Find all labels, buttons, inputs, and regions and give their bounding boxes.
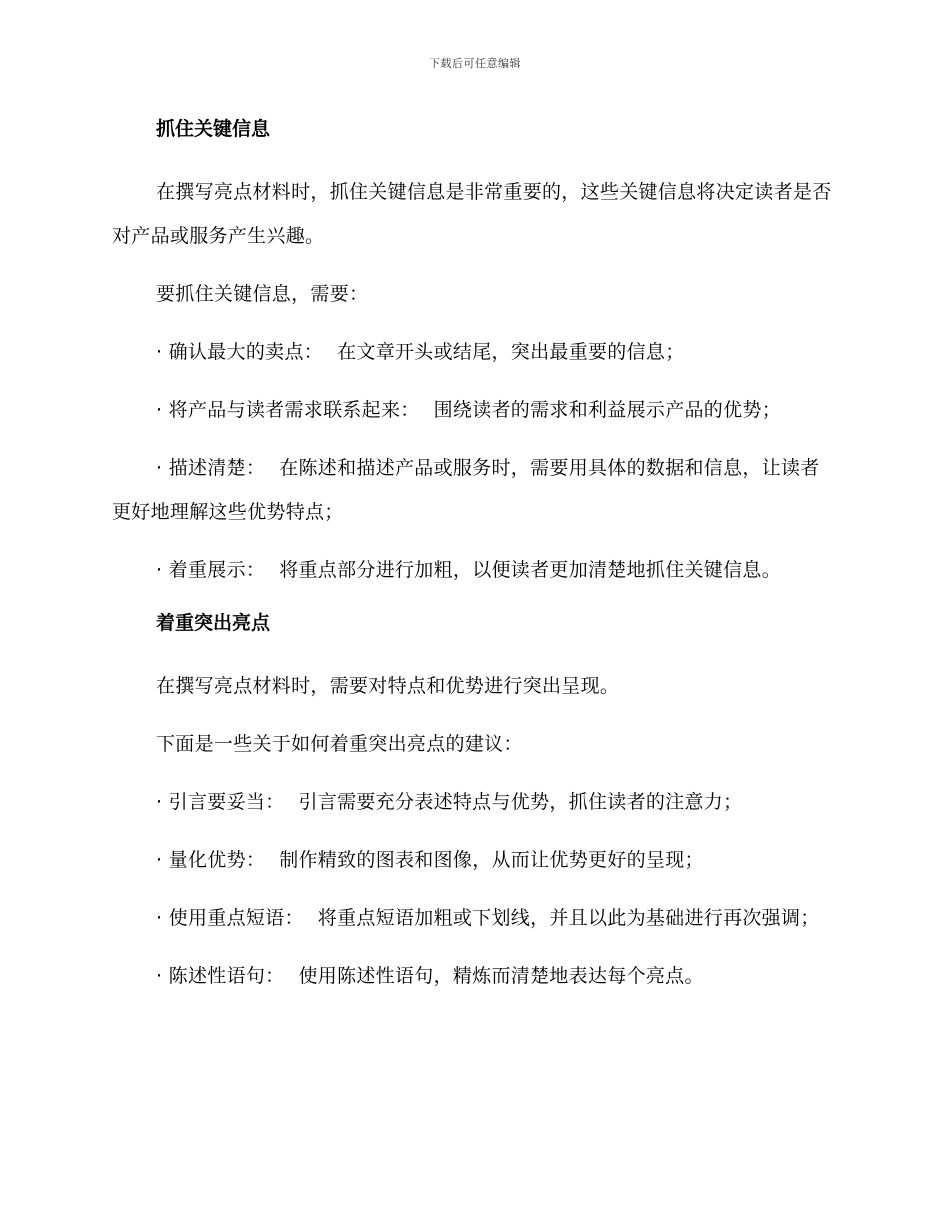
bullet-term: · 将产品与读者需求联系起来：	[156, 399, 420, 421]
list-item	[112, 780, 832, 824]
section1-lead: 要抓住关键信息，需要：	[156, 283, 369, 305]
section-title-key-info: 抓住关键信息	[156, 118, 271, 140]
bullet-term: · 着重展示：	[156, 559, 266, 581]
bullet-term: · 陈述性语句：	[156, 965, 285, 987]
bullet-desc: 在文章开头或结尾，突出最重要的信息；	[337, 341, 685, 363]
section-title-highlights: 着重突出亮点	[156, 612, 271, 634]
list-item	[112, 838, 832, 882]
bullet-term: · 确认最大的卖点：	[156, 341, 324, 363]
list-item	[112, 954, 832, 998]
bullet-desc: 在陈述和描述产品或服务时，需要用具体的数据和信息，让读者更好地理解这些优势特点；	[112, 457, 820, 523]
bullet-desc: 制作精致的图表和图像，从而让优势更好的呈现；	[279, 849, 704, 871]
bullet-desc: 引言需要充分表述特点与优势，抓住读者的注意力；	[298, 791, 743, 813]
bullet-term: · 使用重点短语：	[156, 907, 304, 929]
list-item	[112, 388, 832, 432]
list-item	[112, 446, 832, 534]
list-item	[112, 330, 832, 374]
section1-intro: 在撰写亮点材料时，抓住关键信息是非常重要的，这些关键信息将决定读者是否对产品或服务产生兴趣。	[112, 181, 832, 247]
list-item	[112, 548, 832, 592]
section2-intro: 在撰写亮点材料时，需要对特点和优势进行突出呈现。	[156, 675, 620, 697]
bullet-desc: 将重点短语加粗或下划线，并且以此为基础进行再次强调；	[317, 907, 820, 929]
bullet-term: · 引言要妥当：	[156, 791, 285, 813]
list-item	[112, 896, 832, 940]
document-body	[112, 112, 832, 1012]
bullet-desc: 将重点部分进行加粗，以便读者更加清楚地抓住关键信息。	[279, 559, 781, 581]
bullet-desc: 围绕读者的需求和利益展示产品的优势；	[433, 399, 781, 421]
bullet-term: · 描述清楚：	[156, 457, 266, 479]
bullet-desc: 使用陈述性语句，精炼而清楚地表达每个亮点。	[298, 965, 704, 987]
bullet-term: · 量化优势：	[156, 849, 266, 871]
section2-lead: 下面是一些关于如何着重突出亮点的建议：	[156, 733, 523, 755]
page-header: 下载后可任意编辑	[429, 57, 521, 70]
